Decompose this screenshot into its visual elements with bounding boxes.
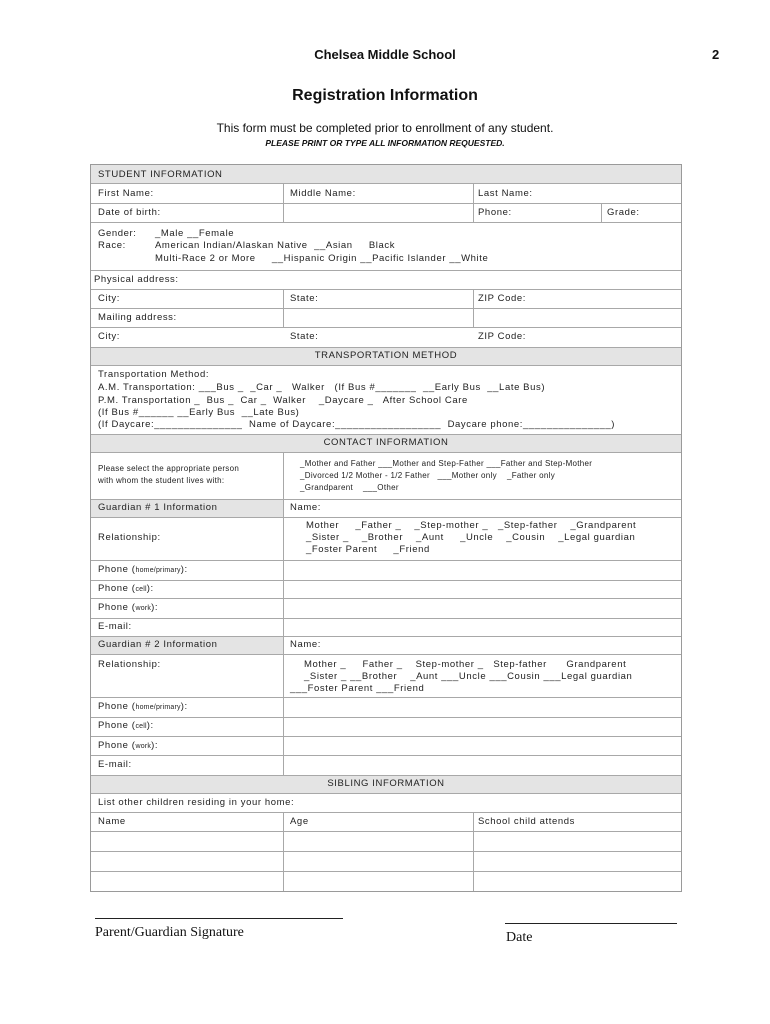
transportation-line-am[interactable]: A.M. Transportation: ___Bus _ _Car _ Walker (If Bus #_______ __Early Bus __Late Bus) bbox=[98, 382, 546, 393]
guardian2-relationship-label: Relationship: bbox=[98, 659, 161, 670]
race-options-line2[interactable]: Multi-Race 2 or More __Hispanic Origin __Pacific Islander __White bbox=[155, 253, 489, 264]
guardian2-section-title: Guardian # 2 Information bbox=[98, 639, 218, 650]
guardian1-phone-home-field[interactable]: Phone (home/primary): bbox=[98, 564, 188, 575]
contact-section-title: CONTACT INFORMATION bbox=[323, 437, 449, 448]
contact-prompt-line2: with whom the student lives with: bbox=[98, 476, 225, 485]
zip-field[interactable]: ZIP Code: bbox=[478, 293, 526, 304]
guardian1-name-field[interactable]: Name: bbox=[290, 502, 321, 513]
mailing-state-field[interactable]: State: bbox=[290, 331, 319, 342]
guardian2-phone-work-field[interactable]: Phone (work): bbox=[98, 740, 159, 751]
date-signature-line[interactable] bbox=[505, 923, 677, 924]
guardian1-relationship-line3[interactable]: _Foster Parent _Friend bbox=[306, 544, 430, 555]
transportation-line-1: Transportation Method: bbox=[98, 369, 210, 380]
parent-signature-line[interactable] bbox=[95, 918, 343, 919]
mailing-zip-field[interactable]: ZIP Code: bbox=[478, 331, 526, 342]
school-name: Chelsea Middle School bbox=[314, 47, 456, 62]
sibling-section-title: SIBLING INFORMATION bbox=[327, 778, 445, 789]
middle-name-field[interactable]: Middle Name: bbox=[290, 188, 356, 199]
guardian1-relationship-line2[interactable]: _Sister _ _Brother _Aunt _Uncle _Cousin _Legal guardian bbox=[306, 532, 636, 543]
contact-options-line2[interactable]: _Divorced 1/2 Mother - 1/2 Father ___Mother only _Father only bbox=[300, 471, 556, 480]
form-title: Registration Information bbox=[292, 87, 478, 104]
guardian2-phone-home-field[interactable]: Phone (home/primary): bbox=[98, 701, 188, 712]
guardian2-relationship-line2[interactable]: _Sister _ __Brother _Aunt ___Uncle ___Cousin ___Legal guardian bbox=[304, 671, 633, 682]
state-field[interactable]: State: bbox=[290, 293, 319, 304]
contact-options-line3[interactable]: _Grandparent ___Other bbox=[300, 483, 399, 492]
guardian2-phone-cell-field[interactable]: Phone (cell): bbox=[98, 720, 154, 731]
guardian1-relationship-line1[interactable]: Mother _Father _ _Step-mother _ _Step-father _Grandparent bbox=[306, 520, 637, 531]
sibling-prompt: List other children residing in your home: bbox=[98, 797, 295, 808]
guardian2-relationship-line1[interactable]: Mother _ Father _ Step-mother _ Step-father Grandparent bbox=[304, 659, 627, 670]
physical-address-field[interactable]: Physical address: bbox=[94, 274, 179, 285]
race-options-line1[interactable]: American Indian/Alaskan Native __Asian Black bbox=[155, 240, 396, 251]
city-field[interactable]: City: bbox=[98, 293, 120, 304]
transportation-line-pm[interactable]: P.M. Transportation _ Bus _ Car _ Walker _Daycare _ After School Care bbox=[98, 395, 468, 406]
page-number: 2 bbox=[712, 47, 720, 62]
form-instruction: PLEASE PRINT OR TYPE ALL INFORMATION REQUESTED. bbox=[265, 138, 505, 148]
gender-label: Gender: bbox=[98, 228, 137, 239]
mailing-city-field[interactable]: City: bbox=[98, 331, 120, 342]
grade-field[interactable]: Grade: bbox=[607, 207, 640, 218]
guardian1-section-title: Guardian # 1 Information bbox=[98, 502, 218, 513]
transportation-line-bus[interactable]: (If Bus #______ __Early Bus __Late Bus) bbox=[98, 407, 300, 418]
first-name-field[interactable]: First Name: bbox=[98, 188, 154, 199]
last-name-field[interactable]: Last Name: bbox=[478, 188, 533, 199]
contact-prompt-line1: Please select the appropriate person bbox=[98, 464, 240, 473]
transportation-section-title: TRANSPORTATION METHOD bbox=[314, 350, 458, 361]
guardian2-email-field[interactable]: E-mail: bbox=[98, 759, 132, 770]
sibling-col-name: Name bbox=[98, 816, 126, 827]
guardian2-relationship-line3[interactable]: ___Foster Parent ___Friend bbox=[290, 683, 425, 694]
guardian1-phone-cell-field[interactable]: Phone (cell): bbox=[98, 583, 154, 594]
guardian1-relationship-label: Relationship: bbox=[98, 532, 161, 543]
form-subtitle: This form must be completed prior to enrollment of any student. bbox=[216, 121, 554, 135]
guardian1-phone-work-field[interactable]: Phone (work): bbox=[98, 602, 159, 613]
sibling-col-school: School child attends bbox=[478, 816, 576, 827]
gender-options[interactable]: _Male __Female bbox=[155, 228, 235, 239]
race-label: Race: bbox=[98, 240, 126, 251]
sibling-col-age: Age bbox=[290, 816, 309, 827]
student-section-title: STUDENT INFORMATION bbox=[98, 169, 223, 180]
guardian2-name-field[interactable]: Name: bbox=[290, 639, 321, 650]
contact-options-line1[interactable]: _Mother and Father ___Mother and Step-Father ___Father and Step-Mother bbox=[300, 459, 593, 468]
transportation-line-daycare[interactable]: (If Daycare:_______________ Name of Daycare:__________________ Daycare phone:_______________) bbox=[98, 419, 616, 430]
guardian1-email-field[interactable]: E-mail: bbox=[98, 621, 132, 632]
registration-form bbox=[90, 164, 682, 892]
date-label: Date bbox=[506, 930, 533, 945]
mailing-address-field[interactable]: Mailing address: bbox=[98, 312, 177, 323]
dob-field[interactable]: Date of birth: bbox=[98, 207, 161, 218]
phone-field[interactable]: Phone: bbox=[478, 207, 512, 218]
parent-signature-label: Parent/Guardian Signature bbox=[95, 925, 244, 940]
